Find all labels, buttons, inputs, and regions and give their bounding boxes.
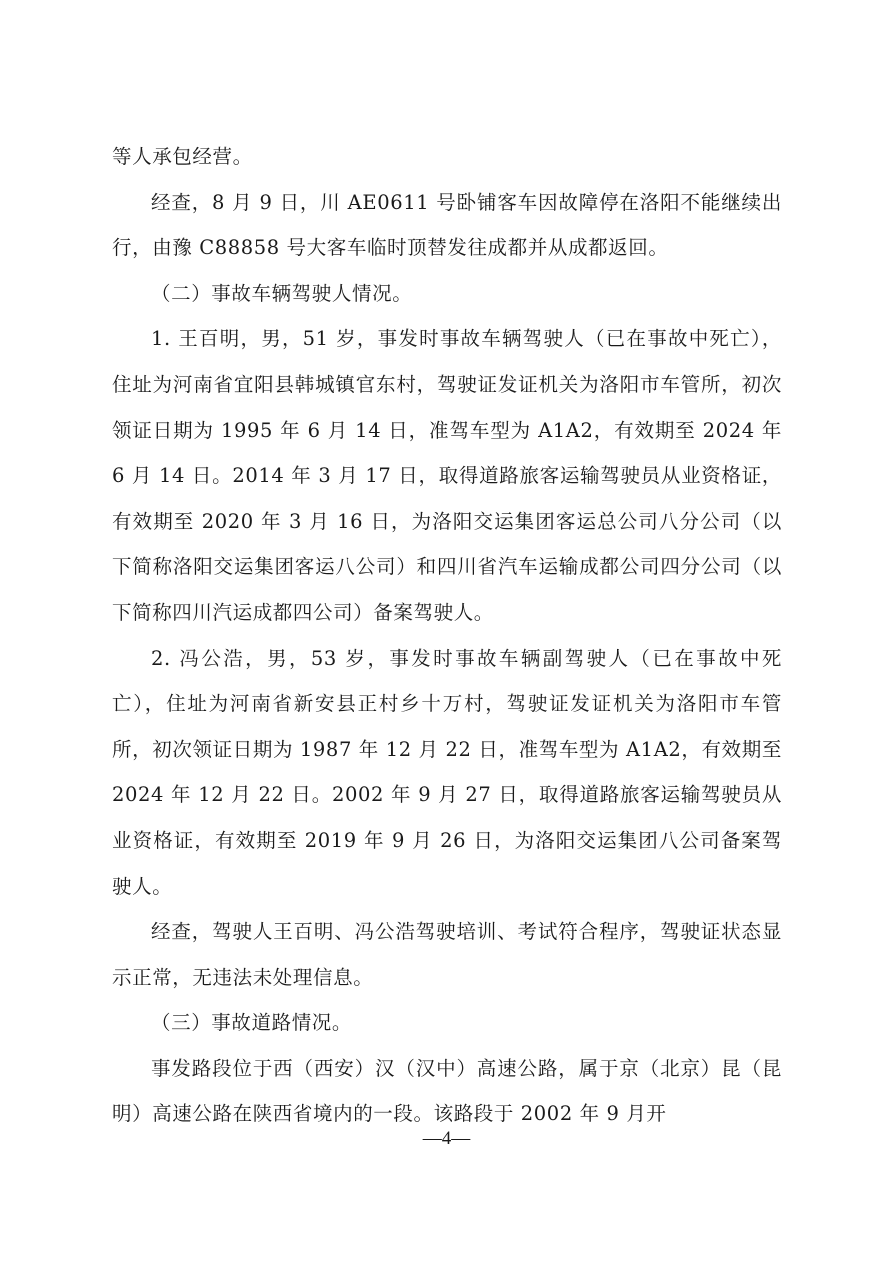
document-body: [112, 134, 782, 1137]
paragraph-continuation: 等人承包经营。: [112, 145, 253, 168]
paragraph-vehicle-replacement: 经查，8 月 9 日，川 AE0611 号卧铺客车因故障停在洛阳不能继续出行，由豫 C88858 号大客车临时顶替发往成都并从成都返回。: [112, 190, 782, 260]
paragraph-driver-check: 经查，驾驶人王百明、冯公浩驾驶培训、考试符合程序，驾驶证状态显示正常，无违法未处理信息。: [112, 920, 782, 989]
paragraph-driver-feng: 2. 冯公浩，男，53 岁，事发时事故车辆副驾驶人（已在事故中死亡），住址为河南省新安县正村乡十万村，驾驶证发证机关为洛阳市车管所，初次领证日期为 1987 年 12 月 22 日，准驾车型为 A1A2，有效期至 2024 年 12 月 22 日。2002 年 9 月 27 日，取得道路旅客运输驾驶员从业资格证，有效期至 2019 年 9 月 26 日，为洛阳交运集团八公司备案驾驶人。: [112, 646, 782, 898]
paragraph-driver-wang: 1. 王百明，男，51 岁，事发时事故车辆驾驶人（已在事故中死亡），住址为河南省宜阳县韩城镇官东村，驾驶证发证机关为洛阳市车管所，初次领证日期为 1995 年 6 月 14 日，准驾车型为 A1A2，有效期至 2024 年 6 月 14 日。2014 年 3 月 17 日，取得道路旅客运输驾驶员从业资格证，有效期至 2020 年 3 月 16 日，为洛阳交运集团客运总公司八分公司（以下简称洛阳交运集团客运八公司）和四川省汽车运输成都公司四分公司（以下简称四川汽运成都四公司）备案驾驶人。: [112, 327, 782, 624]
paragraph-road-description: 事发路段位于西（西安）汉（汉中）高速公路，属于京（北京）昆（昆明）高速公路在陕西省境内的一段。该路段于 2002 年 9 月开: [112, 1056, 782, 1126]
section-heading-drivers: （二）事故车辆驾驶人情况。: [151, 281, 413, 305]
page-number: —4—: [422, 1128, 471, 1149]
section-heading-road: （三）事故道路情况。: [151, 1011, 353, 1035]
